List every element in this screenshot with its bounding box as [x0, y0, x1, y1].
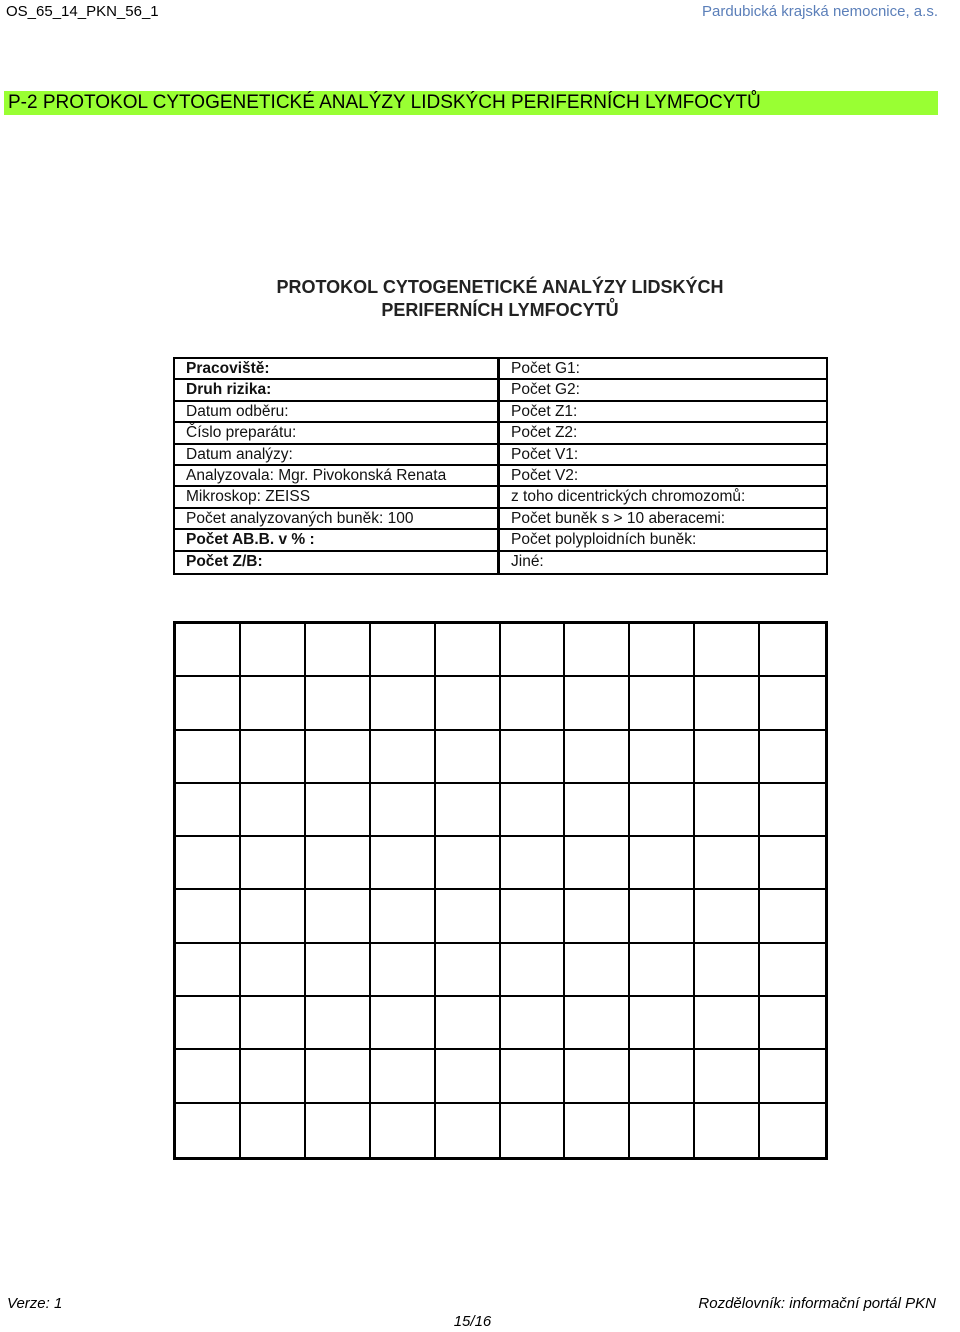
grid-cell: [176, 677, 241, 730]
grid-cell: [565, 890, 630, 943]
grid-cell: [176, 731, 241, 784]
grid-cell: [760, 731, 825, 784]
grid-cell: [306, 890, 371, 943]
grid-cell: [241, 997, 306, 1050]
grid-cell: [695, 731, 760, 784]
grid-cell: [760, 624, 825, 677]
grid-cell: [565, 837, 630, 890]
grid-cell: [630, 837, 695, 890]
grid-cell: [760, 890, 825, 943]
grid-cell: [241, 784, 306, 837]
grid-cell: [176, 997, 241, 1050]
cell-count-grid: [173, 621, 828, 1160]
grid-cell: [501, 1104, 566, 1157]
grid-cell: [371, 890, 436, 943]
grid-cell: [760, 944, 825, 997]
grid-cell: [371, 624, 436, 677]
grid-cell: [241, 837, 306, 890]
grid-cell: [436, 677, 501, 730]
grid-cell: [241, 890, 306, 943]
grid-cell: [436, 1050, 501, 1103]
form-title-line-2: PERIFERNÍCH LYMFOCYTŮ: [381, 300, 619, 320]
grid-cell: [501, 837, 566, 890]
info-label-right: Počet V1:: [500, 445, 826, 466]
grid-cell: [241, 677, 306, 730]
grid-cell: [760, 1104, 825, 1157]
grid-cell: [306, 1050, 371, 1103]
grid-cell: [241, 1104, 306, 1157]
grid-cell: [176, 1104, 241, 1157]
info-label-left: Počet analyzovaných buněk: 100: [175, 509, 500, 530]
form-title: [170, 276, 830, 322]
grid-cell: [760, 997, 825, 1050]
grid-cell: [565, 944, 630, 997]
grid-cell: [630, 677, 695, 730]
grid-cell: [501, 1050, 566, 1103]
section-title-bar: [4, 91, 938, 115]
info-label-right: Počet Z2:: [500, 423, 826, 444]
grid-cell: [371, 784, 436, 837]
grid-cell: [176, 944, 241, 997]
grid-cell: [760, 1050, 825, 1103]
grid-cell: [630, 624, 695, 677]
grid-cell: [306, 997, 371, 1050]
grid-cell: [436, 944, 501, 997]
grid-cell: [695, 784, 760, 837]
info-label-left: Mikroskop: ZEISS: [175, 487, 500, 508]
grid-cell: [695, 677, 760, 730]
form-title-line-1: PROTOKOL CYTOGENETICKÉ ANALÝZY LIDSKÝCH: [276, 277, 724, 297]
grid-cell: [176, 890, 241, 943]
grid-cell: [695, 997, 760, 1050]
grid-cell: [436, 997, 501, 1050]
info-label-right: Počet polyploidních buněk:: [500, 530, 826, 551]
info-label-left: Analyzovala: Mgr. Pivokonská Renata: [175, 466, 500, 487]
grid-cell: [565, 624, 630, 677]
grid-cell: [436, 837, 501, 890]
footer-version: Verze: 1: [7, 1295, 63, 1312]
grid-cell: [176, 784, 241, 837]
grid-cell: [565, 731, 630, 784]
grid-cell: [436, 784, 501, 837]
grid-cell: [630, 1104, 695, 1157]
info-label-right: Počet buněk s > 10 aberacemi:: [500, 509, 826, 530]
grid-cell: [695, 1104, 760, 1157]
grid-cell: [306, 677, 371, 730]
grid-cell: [241, 624, 306, 677]
grid-cell: [565, 1050, 630, 1103]
grid-cell: [760, 837, 825, 890]
info-label-right: Počet V2:: [500, 466, 826, 487]
info-label-left: Pracoviště:: [175, 359, 500, 380]
section-title: P-2 PROTOKOL CYTOGENETICKÉ ANALÝZY LIDSKÝCH PERIFERNÍCH LYMFOCYTŮ: [8, 92, 761, 113]
grid-cell: [565, 677, 630, 730]
grid-cell: [371, 944, 436, 997]
grid-cell: [176, 1050, 241, 1103]
grid-cell: [630, 1050, 695, 1103]
info-label-left: Počet AB.B. v % :: [175, 530, 500, 551]
grid-cell: [306, 837, 371, 890]
grid-cell: [760, 677, 825, 730]
grid-cell: [176, 624, 241, 677]
grid-cell: [695, 837, 760, 890]
grid-cell: [501, 890, 566, 943]
info-label-right: Počet Z1:: [500, 402, 826, 423]
info-label-right: Jiné:: [511, 552, 544, 570]
footer-distribution: Rozdělovník: informační portál PKN: [698, 1295, 936, 1312]
grid-cell: [501, 731, 566, 784]
info-label-right: z toho dicentrických chromozomů:: [500, 487, 826, 508]
grid-cell: [630, 997, 695, 1050]
info-label-left: Datum analýzy:: [175, 445, 500, 466]
grid-cell: [436, 890, 501, 943]
grid-cell: [565, 784, 630, 837]
grid-cell: [371, 677, 436, 730]
grid-cell: [436, 731, 501, 784]
grid-cell: [371, 1050, 436, 1103]
grid-cell: [630, 890, 695, 943]
grid-cell: [695, 890, 760, 943]
grid-cell: [306, 784, 371, 837]
grid-cell: [630, 731, 695, 784]
grid-cell: [501, 784, 566, 837]
grid-cell: [501, 677, 566, 730]
grid-cell: [565, 1104, 630, 1157]
info-label-left: Číslo preparátu:: [175, 423, 500, 444]
grid-cell: [695, 1050, 760, 1103]
grid-cell: [241, 944, 306, 997]
grid-cell: [176, 837, 241, 890]
grid-cell: [306, 944, 371, 997]
grid-cell: [501, 997, 566, 1050]
grid-cell: [371, 731, 436, 784]
grid-cell: [436, 624, 501, 677]
grid-cell: [306, 1104, 371, 1157]
grid-cell: [436, 1104, 501, 1157]
grid-cell: [306, 624, 371, 677]
grid-cell: [630, 944, 695, 997]
grid-cell: [371, 837, 436, 890]
protocol-info-table: [173, 357, 828, 575]
hospital-name: Pardubická krajská nemocnice, a.s.: [702, 3, 938, 20]
grid-cell: [371, 997, 436, 1050]
grid-cell: [565, 997, 630, 1050]
info-label-left: Datum odběru:: [175, 402, 500, 423]
grid-cell: [760, 784, 825, 837]
grid-cell: [371, 1104, 436, 1157]
grid-cell: [501, 624, 566, 677]
info-label-right: Počet G2:: [500, 380, 826, 401]
document-code: OS_65_14_PKN_56_1: [6, 3, 159, 20]
grid-cell: [241, 731, 306, 784]
grid-cell: [695, 624, 760, 677]
grid-cell: [501, 944, 566, 997]
grid-cell: [241, 1050, 306, 1103]
grid-cell: [630, 784, 695, 837]
info-label-left: Počet Z/B:: [175, 552, 500, 573]
grid-cell: [306, 731, 371, 784]
footer-page-number: 15/16: [453, 1313, 492, 1330]
info-label-left: Druh rizika:: [175, 380, 500, 401]
info-label-right: Počet G1:: [500, 359, 826, 380]
grid-cell: [695, 944, 760, 997]
